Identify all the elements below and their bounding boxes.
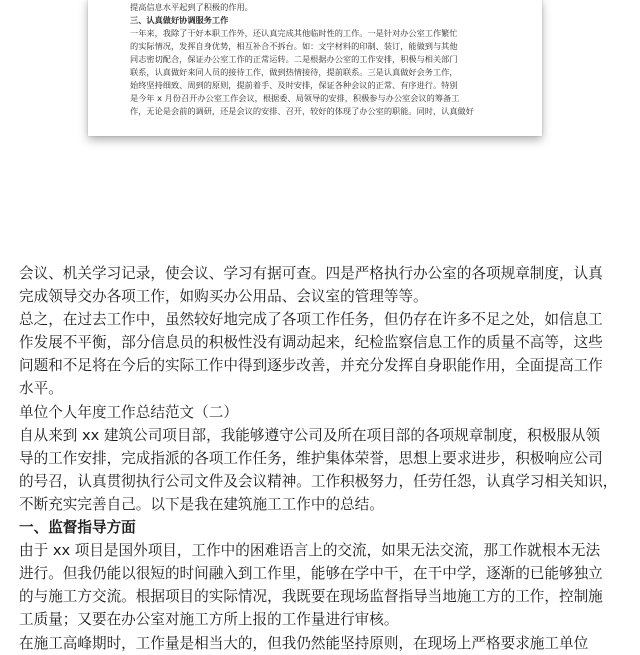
scanned-page-image [88, 0, 542, 136]
scan-line: 作，无论是会前的调研，还是会议的安排、召开，较好的体现了办公室的职能。同时，认真做好 [130, 106, 474, 116]
body-line: 总之，在过去工作中，虽然较好地完成了各项工作任务，但仍存在许多不足之处，如信息工 [19, 311, 603, 329]
scan-line: 始终坚持细致、周到的原则，提前着手、及时安排，保证各种会议的正常、有序进行。特别 [130, 80, 458, 90]
body-line: 不断充实完善自己。以下是我在建筑施工工作中的总结。 [19, 495, 384, 513]
body-line: 由于 xx 项目是国外项目，工作中的困难语言上的交流，如果无法交流，那工作就根本无法 [19, 542, 601, 560]
body-line: 导的工作安排，完成指派的各项工作任务，维护集体荣誉，思想上要求进步，积极响应公司 [19, 449, 603, 467]
scanned-page-text [130, 0, 510, 118]
body-line: 水平。 [19, 380, 63, 398]
scanned-page-area [0, 0, 640, 170]
scan-line: 同志密切配合，保证办公室工作的正常运转。二是根据办公室的工作安排，积极与相关部门 [130, 54, 458, 64]
body-line: 会议、机关学习记录，使会议、学习有据可查。四是严格执行办公室的各项规章制度，认真 [19, 265, 603, 282]
body-line: 自从来到 xx 建筑公司项目部，我能够遵守公司及所在项目部的各项规章制度，积极服从领 [19, 426, 601, 444]
body-line: 的号召，认真贯彻执行公司文件及会议精神。工作积极努力，任劳任怨，认真学习相关知识， [19, 472, 618, 490]
scan-section-heading: 三、认真做好协调服务工作 [130, 15, 229, 25]
body-line: 作发展不平衡，部分信息员的积极性没有调动起来，纪检监察信息工作的质量不高等，这些 [19, 334, 603, 352]
scan-line: 是今年 x 月份召开办公室工作会议，根据委、局领导的安排，积极参与办公室会议的筹备工 [130, 93, 460, 103]
scan-line: 的实际情况，发挥自身优势，相互补合不拆台。如：文字材料的印制、装订，能做到与其他 [130, 41, 458, 51]
scan-line: 联系，认真做好来同人员的接待工作，做到热情接待，提前联系。三是认真做好会务工作， [130, 67, 458, 77]
body-line: 工质量；又要在办公室对施工方所上报的工作量进行审核。 [19, 611, 399, 629]
body-line: 的与施工方交流。根据项目的实际情况，我既要在现场监督指导当地施工方的工作，控制施 [19, 588, 603, 606]
body-line: 完成领导交办各项工作，如购买办公用品、会议室的管理等等。 [19, 288, 428, 306]
document-body [19, 262, 623, 655]
section-heading: 一、监督指导方面 [19, 519, 136, 537]
scan-line: 一年来，我除了干好本职工作外，还认真完成其他临时性的工作。一是针对办公室工作繁忙 [130, 28, 458, 38]
scan-line: 提高信息水平起到了积极的作用。 [130, 2, 253, 12]
article-title: 单位个人年度工作总结范文（二） [19, 403, 238, 421]
body-line: 进行。但我仍能以很短的时间融入到工作里，能够在学中干，在干中学，逐渐的已能够独立 [19, 565, 603, 583]
body-line: 问题和不足将在今后的实际工作中得到逐步改善，并充分发挥自身职能作用，全面提高工作 [19, 357, 603, 375]
body-line: 在施工高峰期时，工作量是相当大的，但我仍然能坚持原则，在现场上严格要求施工单位 [19, 634, 589, 652]
